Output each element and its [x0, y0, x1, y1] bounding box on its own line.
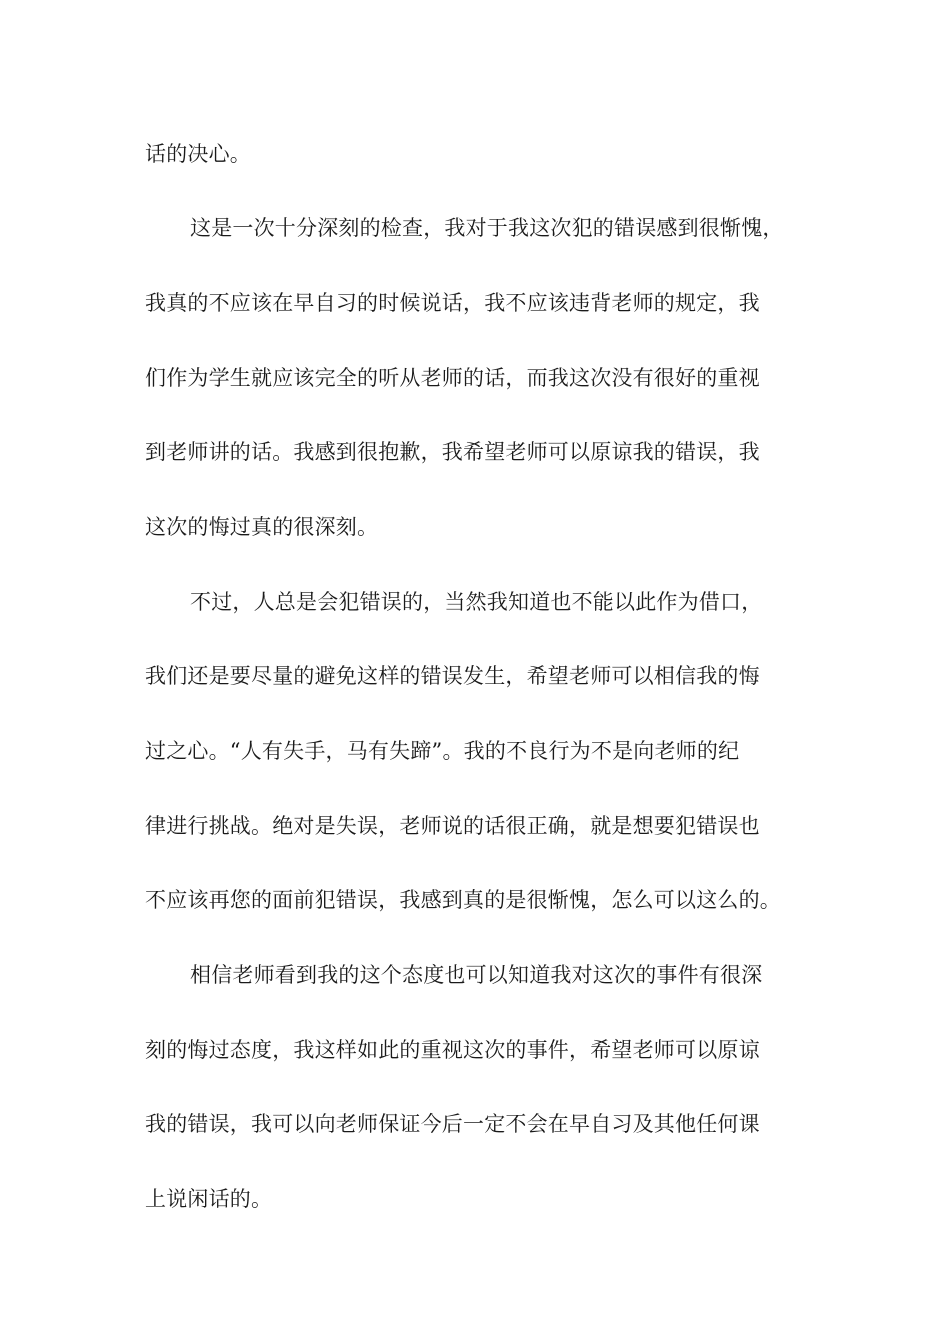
- text-line: 我真的不应该在早自习的时候说话，我不应该违背老师的规定，我: [145, 291, 760, 315]
- text-line: 我们还是要尽量的避免这样的错误发生，希望老师可以相信我的悔: [145, 664, 760, 688]
- text-line: 刻的悔过态度，我这样如此的重视这次的事件，希望老师可以原谅: [145, 1038, 760, 1062]
- paragraph-first-line: 相信老师看到我的这个态度也可以知道我对这次的事件有很深: [190, 963, 763, 987]
- text-line: 律进行挑战。绝对是失误，老师说的话很正确，就是想要犯错误也: [145, 814, 760, 838]
- text-line: 这次的悔过真的很深刻。: [145, 515, 379, 539]
- text-line: 们作为学生就应该完全的听从老师的话，而我这次没有很好的重视: [145, 366, 760, 390]
- text-line: 不应该再您的面前犯错误，我感到真的是很惭愧，怎么可以这么的。: [145, 888, 781, 912]
- text-line: 过之心。“人有失手，马有失蹄”。我的不良行为不是向老师的纪: [145, 739, 740, 763]
- paragraph-first-line: 这是一次十分深刻的检查，我对于我这次犯的错误感到很惭愧，: [190, 216, 784, 240]
- text-line: 到老师讲的话。我感到很抱歉，我希望老师可以原谅我的错误，我: [145, 440, 760, 464]
- text-line: 我的错误，我可以向老师保证今后一定不会在早自习及其他任何课: [145, 1112, 760, 1136]
- paragraph-first-line: 不过，人总是会犯错误的，当然我知道也不能以此作为借口，: [190, 590, 763, 614]
- text-line: 话的决心。: [145, 142, 251, 166]
- text-line: 上说闲话的。: [145, 1187, 273, 1211]
